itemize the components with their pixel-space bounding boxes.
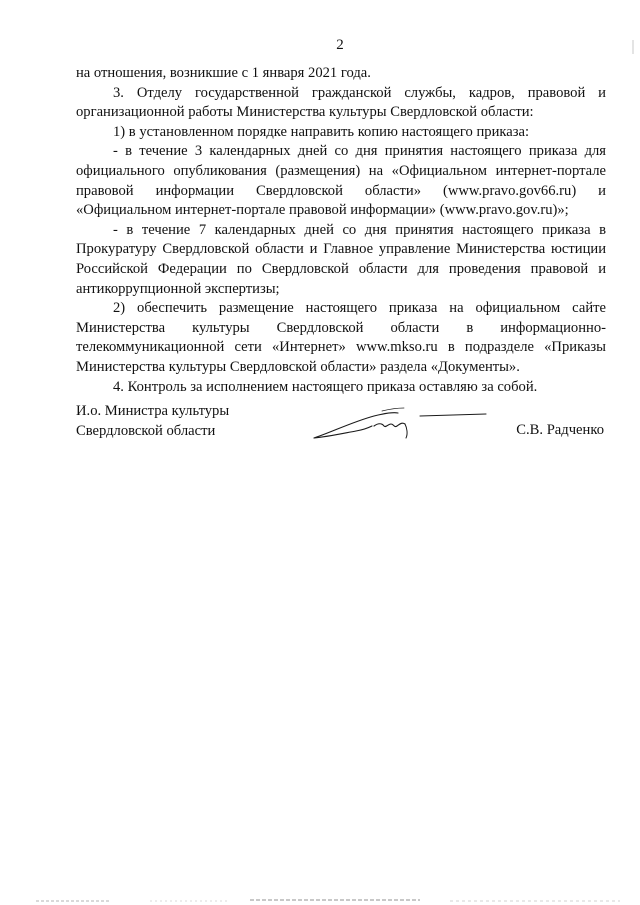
paragraph-subitem-2: 2) обеспечить размещение настоящего приказа на официальном сайте Министерства культуры Свердловской области в информационно-телекоммуникационной сети «Интернет» www.mkso.ru в подразделе «Приказы Министерства культуры Свердловской области» раздела «Документы». [76, 300, 606, 375]
handwritten-signature [312, 404, 492, 444]
page-number: 2 [336, 37, 344, 53]
signature-block [76, 402, 606, 462]
paragraph-subitem-1: 1) в установленном порядке направить копию настоящего приказа: [113, 123, 530, 140]
paragraph-bullet-publication: - в течение 3 календарных дней со дня принятия настоящего приказа для официального опубликования (размещения) на «Официальном интернет-портале правовой информации Свердловской области» (www.pravo.gov66.ru) и «Официальном интернет-портале правовой информации» (www.pravo.gov.ru)»; [76, 143, 606, 219]
paragraph-continuation: на отношения, возникшие с 1 января 2021 года. [76, 65, 371, 81]
scan-artifact-mark [630, 40, 636, 54]
paragraph-bullet-prosecutor: - в течение 7 календарных дней со дня принятия настоящего приказа в Прокуратуру Свердловской области и Главное управление Министерства юстиции Российской Федерации по Свердловской области для проведения правовой и антикоррупционной экспертизы; [76, 221, 606, 297]
signer-title-line-2: Свердловской области [76, 422, 216, 439]
signer-name: С.В. Радченко [516, 422, 604, 438]
document-body [76, 64, 606, 397]
signer-title-line-1: И.о. Министра культуры [76, 403, 230, 419]
signer-title [76, 402, 229, 441]
paragraph-item-3: 3. Отделу государственной гражданской службы, кадров, правовой и организационной работы Министерства культуры Свердловской области: [76, 84, 606, 121]
scan-artifact-edge [0, 896, 640, 905]
paragraph-item-4: 4. Контроль за исполнением настоящего приказа оставляю за собой. [113, 378, 538, 395]
